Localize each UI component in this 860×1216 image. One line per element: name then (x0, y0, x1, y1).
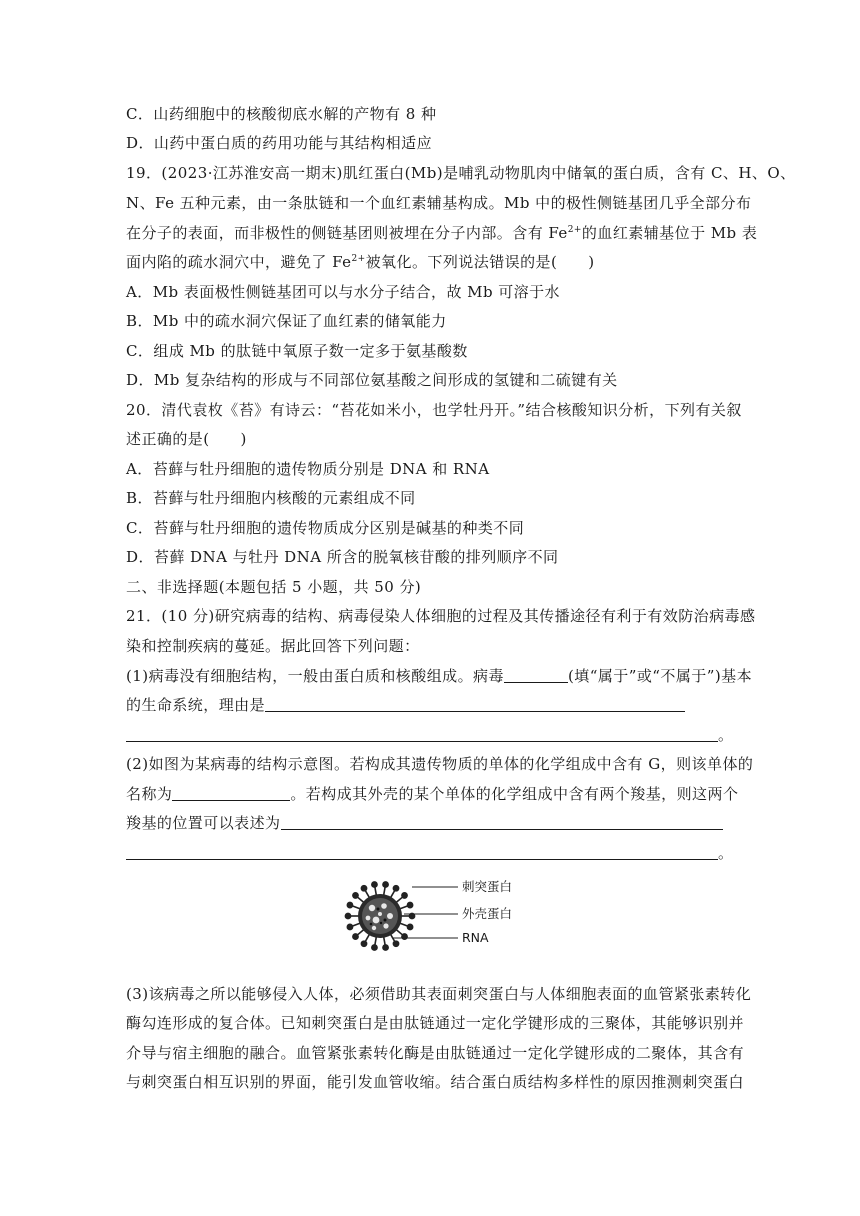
q19-option-a: A．Mb 表面极性侧链基团可以与水分子结合，故 Mb 可溶于水 (126, 283, 561, 301)
q19-stem-line-1: 19．(2023·江苏淮安高一期末)肌红蛋白(Mb)是哺乳动物肌肉中储氧的蛋白质，含有 C、H、O、 (126, 164, 796, 182)
fe-charge-superscript: 2+ (351, 254, 366, 264)
q21-part3-line-2: 酶勾连形成的复合体。已知刺突蛋白是由肽链通过一定化学键形成的三聚体，其能够识别并 (126, 1014, 745, 1032)
q21-stem-line-1: 21．(10 分)研究病毒的结构、病毒侵染人体细胞的过程及其传播途径有利于有效防治病毒感 (126, 607, 756, 625)
answer-blank[interactable] (126, 727, 718, 742)
q21-part1-line-2: 的生命系统，理由是 (126, 695, 685, 715)
answer-blank[interactable] (126, 845, 718, 860)
label-shell-protein: 外壳蛋白 (462, 906, 513, 921)
q21-part2-line-3: 羧基的位置可以表述为 (126, 813, 723, 833)
q21-part2-line-4: 。 (126, 843, 733, 863)
q20-option-d: D．苔藓 DNA 与牡丹 DNA 所含的脱氧核苷酸的排列顺序不同 (126, 548, 559, 566)
q21-part1-line-1: (1)病毒没有细胞结构，一般由蛋白质和核酸组成。病毒 (填“属于”或“不属于”)基本 (126, 667, 753, 685)
q20-option-a: A．苔藓与牡丹细胞的遗传物质分别是 DNA 和 RNA (126, 460, 490, 478)
answer-blank[interactable] (504, 668, 568, 683)
answer-blank[interactable] (281, 815, 723, 830)
label-rna: RNA (462, 930, 489, 945)
answer-blank[interactable] (172, 786, 290, 801)
q20-stem-line-1: 20．清代袁枚《苔》有诗云：“苔花如米小，也学牡丹开。”结合核酸知识分析，下列有关叙 (126, 401, 742, 419)
q18-option-c: C．山药细胞中的核酸彻底水解的产物有 8 种 (126, 105, 437, 123)
q21-stem-line-2: 染和控制疾病的蔓延。据此回答下列问题： (126, 637, 420, 655)
q19-stem-line-4: 面内陷的疏水洞穴中，避免了 $Fe^{2+}$被氧化。下列说法错误的是( ) (126, 253, 595, 271)
q21-part3-line-1: (3)该病毒之所以能够侵入人体，必须借助其表面刺突蛋白与人体细胞表面的血管紧张素转化 (126, 985, 752, 1003)
virus-structure-figure (340, 876, 540, 956)
q21-part2-line-1: (2)如图为某病毒的结构示意图。若构成其遗传物质的单体的化学组成中含有 G，则该单体的 (126, 755, 754, 773)
q20-option-b: B．苔藓与牡丹细胞内核酸的元素组成不同 (126, 489, 416, 507)
q19-stem-line-3: 在分子的表面，而非极性的侧链基团则被埋在分子内部。含有 $Fe^{2+}$的血红素辅基位于 Mb 表 (126, 224, 758, 242)
q21-part3-line-3: 介导与宿主细胞的融合。血管紧张素转化酶是由肽链通过一定化学键形成的二聚体，其含有 (126, 1044, 745, 1062)
label-spike-protein: 刺突蛋白 (462, 879, 513, 894)
fe-charge-superscript: 2+ (567, 225, 582, 235)
q20-option-c: C．苔藓与牡丹细胞的遗传物质成分区别是碱基的种类不同 (126, 519, 525, 537)
q21-part3-line-4: 与刺突蛋白相互识别的界面，能引发血管收缩。结合蛋白质结构多样性的原因推测刺突蛋白 (126, 1073, 745, 1091)
answer-blank[interactable] (265, 697, 685, 712)
q19-option-c: C．组成 Mb 的肽链中氧原子数一定多于氨基酸数 (126, 342, 468, 360)
q19-stem-line-2: N、Fe 五种元素，由一条肽链和一个血红素辅基构成。Mb 中的极性侧链基团几乎全部分布 (126, 194, 752, 212)
q21-part2-line-2: 名称为 。若构成其外壳的某个单体的化学组成中含有两个羧基，则这两个 (126, 785, 739, 803)
q19-option-d: D．Mb 复杂结构的形成与不同部位氨基酸之间形成的氢键和二硫键有关 (126, 371, 618, 389)
virus-particle-icon (345, 882, 414, 950)
q20-stem-line-2: 述正确的是( ) (126, 430, 247, 448)
q19-option-b: B．Mb 中的疏水洞穴保证了血红素的储氧能力 (126, 312, 447, 330)
q18-option-d: D．山药中蛋白质的药用功能与其结构相适应 (126, 134, 433, 152)
section-heading: 二、非选择题(本题包括 5 小题，共 50 分) (126, 578, 422, 596)
q21-part1-line-3: 。 (126, 725, 733, 745)
